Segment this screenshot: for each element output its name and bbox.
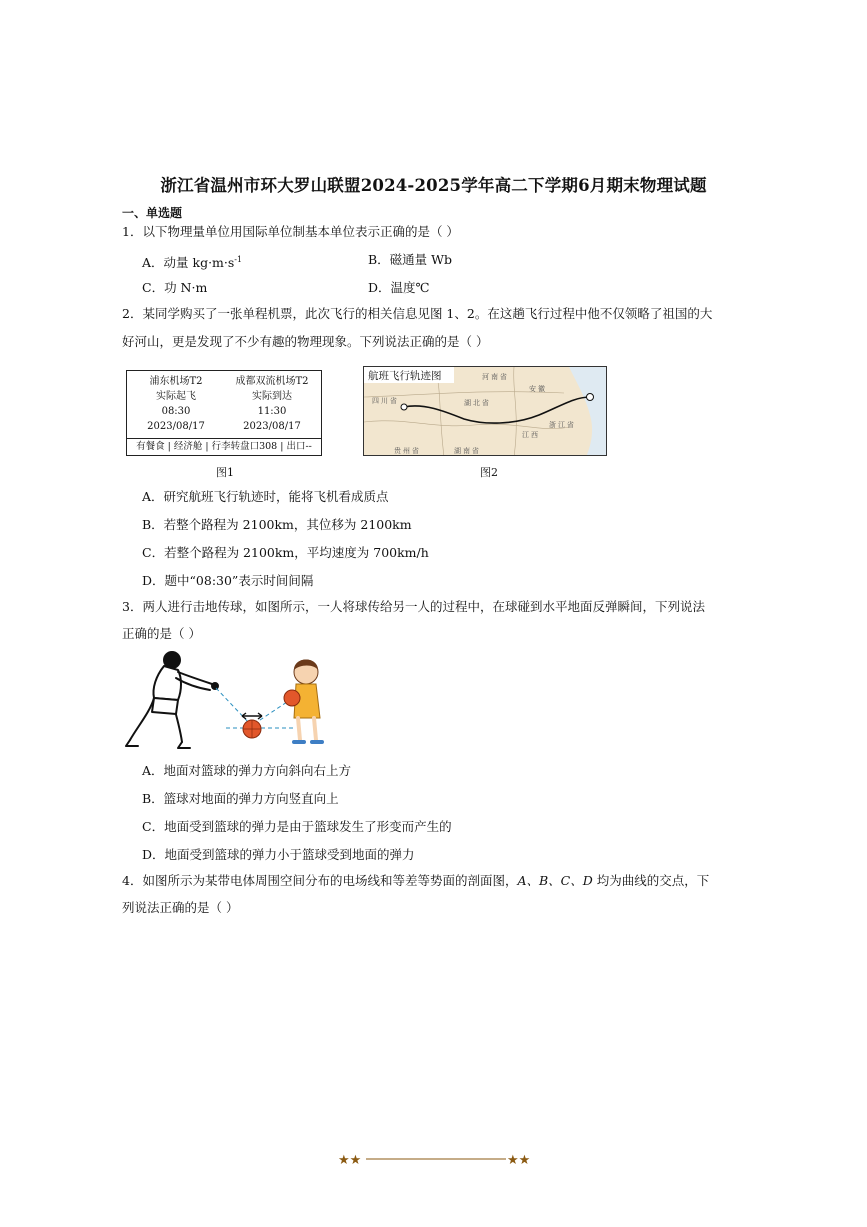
map-label: 湖 南 省 bbox=[454, 448, 479, 455]
question-2-option-a: A．研究航班飞行轨迹时，能将飞机看成质点 bbox=[142, 489, 389, 504]
question-2-option-c: C．若整个路程为 2100km，平均速度为 700km/h bbox=[142, 545, 429, 560]
question-1-option-c: C．功 N·m bbox=[142, 280, 208, 295]
arrival-airport: 成都双流机场T2 bbox=[235, 376, 309, 387]
question-4-stem-line1 bbox=[122, 869, 709, 893]
star-icon: ★★ bbox=[338, 1153, 362, 1167]
map-title: 航班飞行轨迹图 bbox=[368, 370, 442, 382]
map-label: 贵 州 省 bbox=[394, 448, 419, 455]
section-heading: 一、单选题 bbox=[122, 206, 183, 220]
shanghai-marker bbox=[587, 394, 594, 401]
ticket-arrival bbox=[225, 374, 319, 434]
question-4-points: A、B、C、D bbox=[517, 873, 593, 888]
map-drawing bbox=[364, 367, 607, 456]
question-1-option-a bbox=[142, 252, 242, 271]
flight-ticket-figure bbox=[126, 370, 322, 456]
page-title: 浙江省温州市环大罗山联盟2024-2025学年高二下学期6月期末物理试题 bbox=[160, 176, 707, 195]
question-3-option-a: A．地面对篮球的弹力方向斜向右上方 bbox=[142, 763, 352, 778]
question-1-option-d: D．温度℃ bbox=[368, 280, 430, 295]
question-3-stem-line1: 3．两人进行击地传球，如图所示，一人将球传给另一人的过程中，在球碰到水平地面反弹瞬间，下列说法 bbox=[122, 599, 705, 614]
question-2-stem-line2: 好河山，更是发现了不少有趣的物理现象。下列说法正确的是（ ） bbox=[122, 334, 489, 349]
footer-stars-line bbox=[338, 1151, 533, 1167]
arrival-time: 11:30 bbox=[257, 406, 287, 417]
map-label: 河 南 省 bbox=[482, 374, 507, 381]
map-label: 江 西 bbox=[522, 432, 538, 439]
ticket-footer: 有餐食 | 经济舱 | 行李转盘口308 | 出口-- bbox=[127, 438, 321, 455]
map-label: 四 川 省 bbox=[372, 398, 397, 405]
question-2-option-d: D．题中“08:30”表示时间间隔 bbox=[142, 573, 314, 588]
passer-figure bbox=[126, 652, 218, 748]
question-1-option-b: B．磁通量 Wb bbox=[368, 252, 453, 267]
departure-airport: 浦东机场T2 bbox=[149, 376, 203, 387]
option-a-superscript: -1 bbox=[234, 255, 243, 264]
question-2-stem-line1: 2．某同学购买了一张单程机票，此次飞行的相关信息见图 1、2。在这趟飞行过程中他不仅领略了祖国的大 bbox=[122, 306, 713, 321]
receiver-figure bbox=[284, 660, 322, 743]
figure-2-caption: 图2 bbox=[480, 466, 498, 479]
question-2-option-b: B．若整个路程为 2100km，其位移为 2100km bbox=[142, 517, 412, 532]
ticket-departure bbox=[129, 374, 223, 434]
map-label: 安 徽 bbox=[529, 386, 545, 393]
option-a-text: A．动量 kg·m·s bbox=[142, 255, 235, 271]
chengdu-marker bbox=[401, 404, 407, 410]
departure-date: 2023/08/17 bbox=[147, 421, 205, 432]
map-label: 浙 江 省 bbox=[549, 422, 574, 429]
question-3-option-b: B．篮球对地面的弹力方向竖直向上 bbox=[142, 791, 339, 806]
departure-time: 08:30 bbox=[161, 406, 191, 417]
question-3-stem-line2: 正确的是（ ） bbox=[122, 626, 201, 641]
bounce-pass-drawing bbox=[122, 648, 332, 752]
figure-1-caption: 图1 bbox=[216, 466, 234, 479]
question-4-stem-pre: 4．如图所示为某带电体周围空间分布的电场线和等差等势面的剖面图， bbox=[122, 873, 518, 888]
map-label: 湖 北 省 bbox=[464, 400, 489, 407]
star-icon: ★★ bbox=[507, 1153, 531, 1167]
question-4-stem-post: 均为曲线的交点，下 bbox=[592, 873, 710, 888]
question-4-stem-line2: 列说法正确的是（ ） bbox=[122, 900, 239, 915]
departure-status: 实际起飞 bbox=[156, 391, 196, 402]
question-1-stem: 1．以下物理量单位用国际单位制基本单位表示正确的是（ ） bbox=[122, 224, 459, 239]
arrival-status: 实际到达 bbox=[252, 391, 292, 402]
question-3-option-c: C．地面受到篮球的弹力是由于篮球发生了形变而产生的 bbox=[142, 819, 452, 834]
bounce-pass-figure bbox=[122, 648, 332, 752]
page-footer-decoration bbox=[338, 1151, 533, 1167]
flight-route-map bbox=[363, 366, 607, 456]
pass-path-out bbox=[254, 700, 290, 724]
question-3-option-d: D．地面受到篮球的弹力小于篮球受到地面的弹力 bbox=[142, 847, 415, 862]
arrival-date: 2023/08/17 bbox=[243, 421, 301, 432]
